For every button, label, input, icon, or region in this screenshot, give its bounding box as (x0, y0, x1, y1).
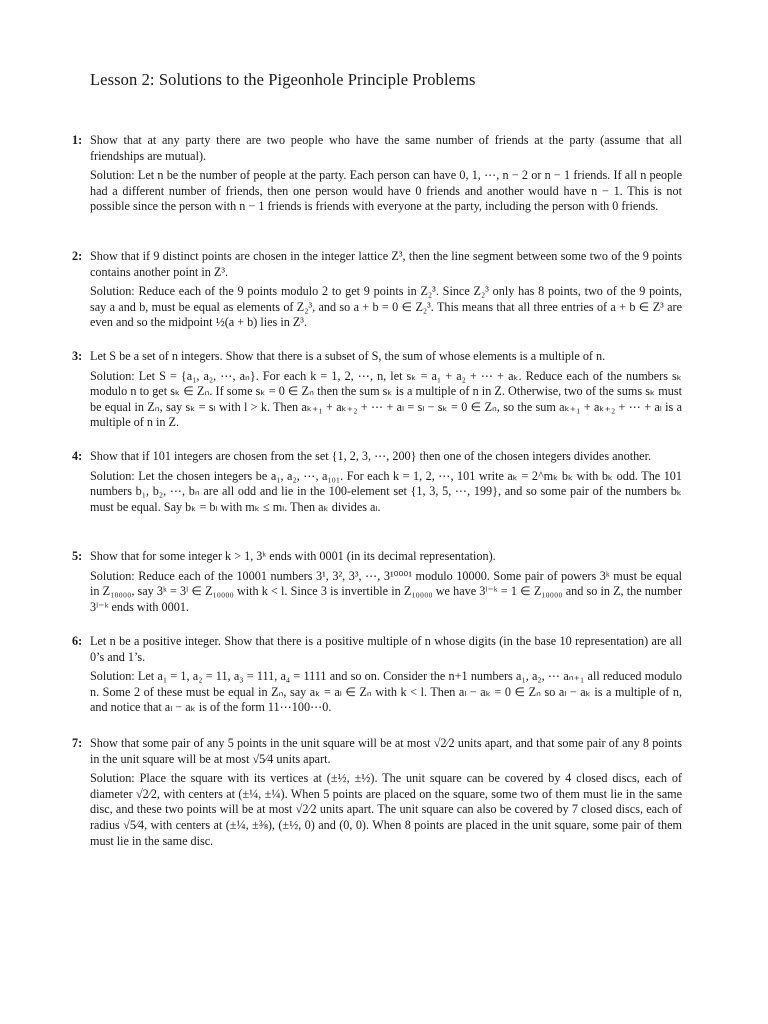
problem-number: 6: (72, 634, 83, 648)
problem-solution: Solution: Reduce each of the 9 points modulo 2 to get 9 points in Z₂³. Since Z₂³ only has 8 points, two of the 9 points, say a and b, must be equal as elements of Z₂³, and so a + b = 0 ∈ Z₂³. This means that all three entries of a + b ∈ Z³ are even and so the midpoint ½(a + b) lies in Z³. (90, 284, 682, 330)
problem-3 (72, 349, 682, 431)
problem-6 (72, 634, 682, 716)
problem-number: 3: (72, 349, 83, 363)
problem-4 (72, 449, 682, 515)
problem-number: 1: (72, 133, 83, 147)
problem-solution: Solution: Let S = {a₁, a₂, ⋯, aₙ}. For each k = 1, 2, ⋯, n, let sₖ = a₁ + a₂ + ⋯ + aₖ. Reduce each of the numbers sₖ modulo n to get sₖ ∈ Zₙ. If some sₖ = 0 ∈ Zₙ then the sum sₖ is a multiple of n in Z. Otherwise, two of the sums sₖ must be equal in Zₙ, say sₖ = sₗ with l > k. Then aₖ₊₁ + aₖ₊₂ + ⋯ + aₗ = sₗ − sₖ = 0 ∈ Zₙ, so the sum aₖ₊₁ + aₖ₊₂ + ⋯ + aₗ is a multiple of n in Z. (90, 368, 682, 430)
problem-number: 4: (72, 449, 83, 463)
problem-number: 5: (72, 549, 83, 563)
problem-2 (72, 249, 682, 331)
problem-solution: Solution: Let n be the number of people at the party. Each person can have 0, 1, ⋯, n − 2 or n − 1 friends. If all n people had a different number of friends, then one person would have 0 friends and another would have n − 1. This is not possible since the person with n − 1 friends is friends with everyone at the party, including the person with 0 friends. (90, 168, 682, 214)
problem-solution: Solution: Let a₁ = 1, a₂ = 11, a₃ = 111, a₄ = 1111 and so on. Consider the n+1 numbers a₁, a₂, ⋯ aₙ₊₁ all reduced modulo n. Some 2 of these must be equal in Zₙ, say aₖ = aₗ ∈ Zₙ with k < l. Then aₗ − aₖ = 0 ∈ Zₙ so aₗ − aₖ is a multiple of n, and notice that aₗ − aₖ is of the form 11⋯100⋯0. (90, 669, 682, 715)
problem-solution: Solution: Reduce each of the 10001 numbers 3¹, 3², 3³, ⋯, 3¹⁰⁰⁰¹ modulo 10000. Some pair of powers 3ᵏ must be equal in Z₁₀₀₀₀, say 3ᵏ = 3ˡ ∈ Z₁₀₀₀₀ with k < l. Since 3 is invertible in Z₁₀₀₀₀ we have 3ˡ⁻ᵏ = 1 ∈ Z₁₀₀₀₀ and so in Z, the number 3ˡ⁻ᵏ ends with 0001. (90, 568, 682, 614)
problem-number: 7: (72, 736, 83, 750)
problem-statement: Let n be a positive integer. Show that there is a positive multiple of n whose digits (in the base 10 representation) are all 0’s and 1’s. (90, 634, 682, 664)
problem-statement: Show that if 101 integers are chosen from the set {1, 2, 3, ⋯, 200} then one of the chosen integers divides another. (90, 449, 652, 463)
problem-number: 2: (72, 249, 83, 263)
problem-1 (72, 133, 682, 215)
problem-5 (72, 549, 682, 615)
problem-statement: Show that at any party there are two people who have the same number of friends at the party (assume that all friendships are mutual). (90, 133, 682, 163)
problem-solution: Solution: Place the square with its vertices at (±½, ±½). The unit square can be covered by 4 closed discs, each of diameter √2⁄2, with centers at (±¼, ±¼). When 5 points are placed on the square, some two of them must lie in the same disc, and these two points will be at most √2⁄2 units apart. The unit square can also be covered by 7 closed discs, each of radius √5⁄4, with centers at (±¼, ±⅜), (±½, 0) and (0, 0). When 8 points are placed in the unit square, some pair of them must lie in the same disc. (90, 771, 682, 848)
problem-statement: Show that for some integer k > 1, 3ᵏ ends with 0001 (in its decimal representation). (90, 549, 496, 563)
problem-7 (72, 736, 682, 849)
problem-statement: Show that if 9 distinct points are chosen in the integer lattice Z³, then the line segment between some two of the 9 points contains another point in Z³. (90, 249, 682, 279)
problem-statement: Show that some pair of any 5 points in the unit square will be at most √2⁄2 units apart, and that some pair of any 8 points in the unit square will be at most √5⁄4 units apart. (90, 736, 682, 766)
problem-statement: Let S be a set of n integers. Show that there is a subset of S, the sum of whose elements is a multiple of n. (90, 349, 606, 363)
problem-solution: Solution: Let the chosen integers be a₁, a₂, ⋯, a₁₀₁. For each k = 1, 2, ⋯, 101 write aₖ = 2^mₖ bₖ with bₖ odd. The 101 numbers b₁, b₂, ⋯, bₙ are all odd and lie in the 100-element set {1, 3, 5, ⋯, 199}, and so some pair of the numbers bₖ must be equal. Say bₖ = bₗ with mₖ ≤ mₗ. Then aₖ divides aₗ. (90, 468, 682, 514)
page-title: Lesson 2: Solutions to the Pigeonhole Principle Problems (90, 70, 476, 89)
